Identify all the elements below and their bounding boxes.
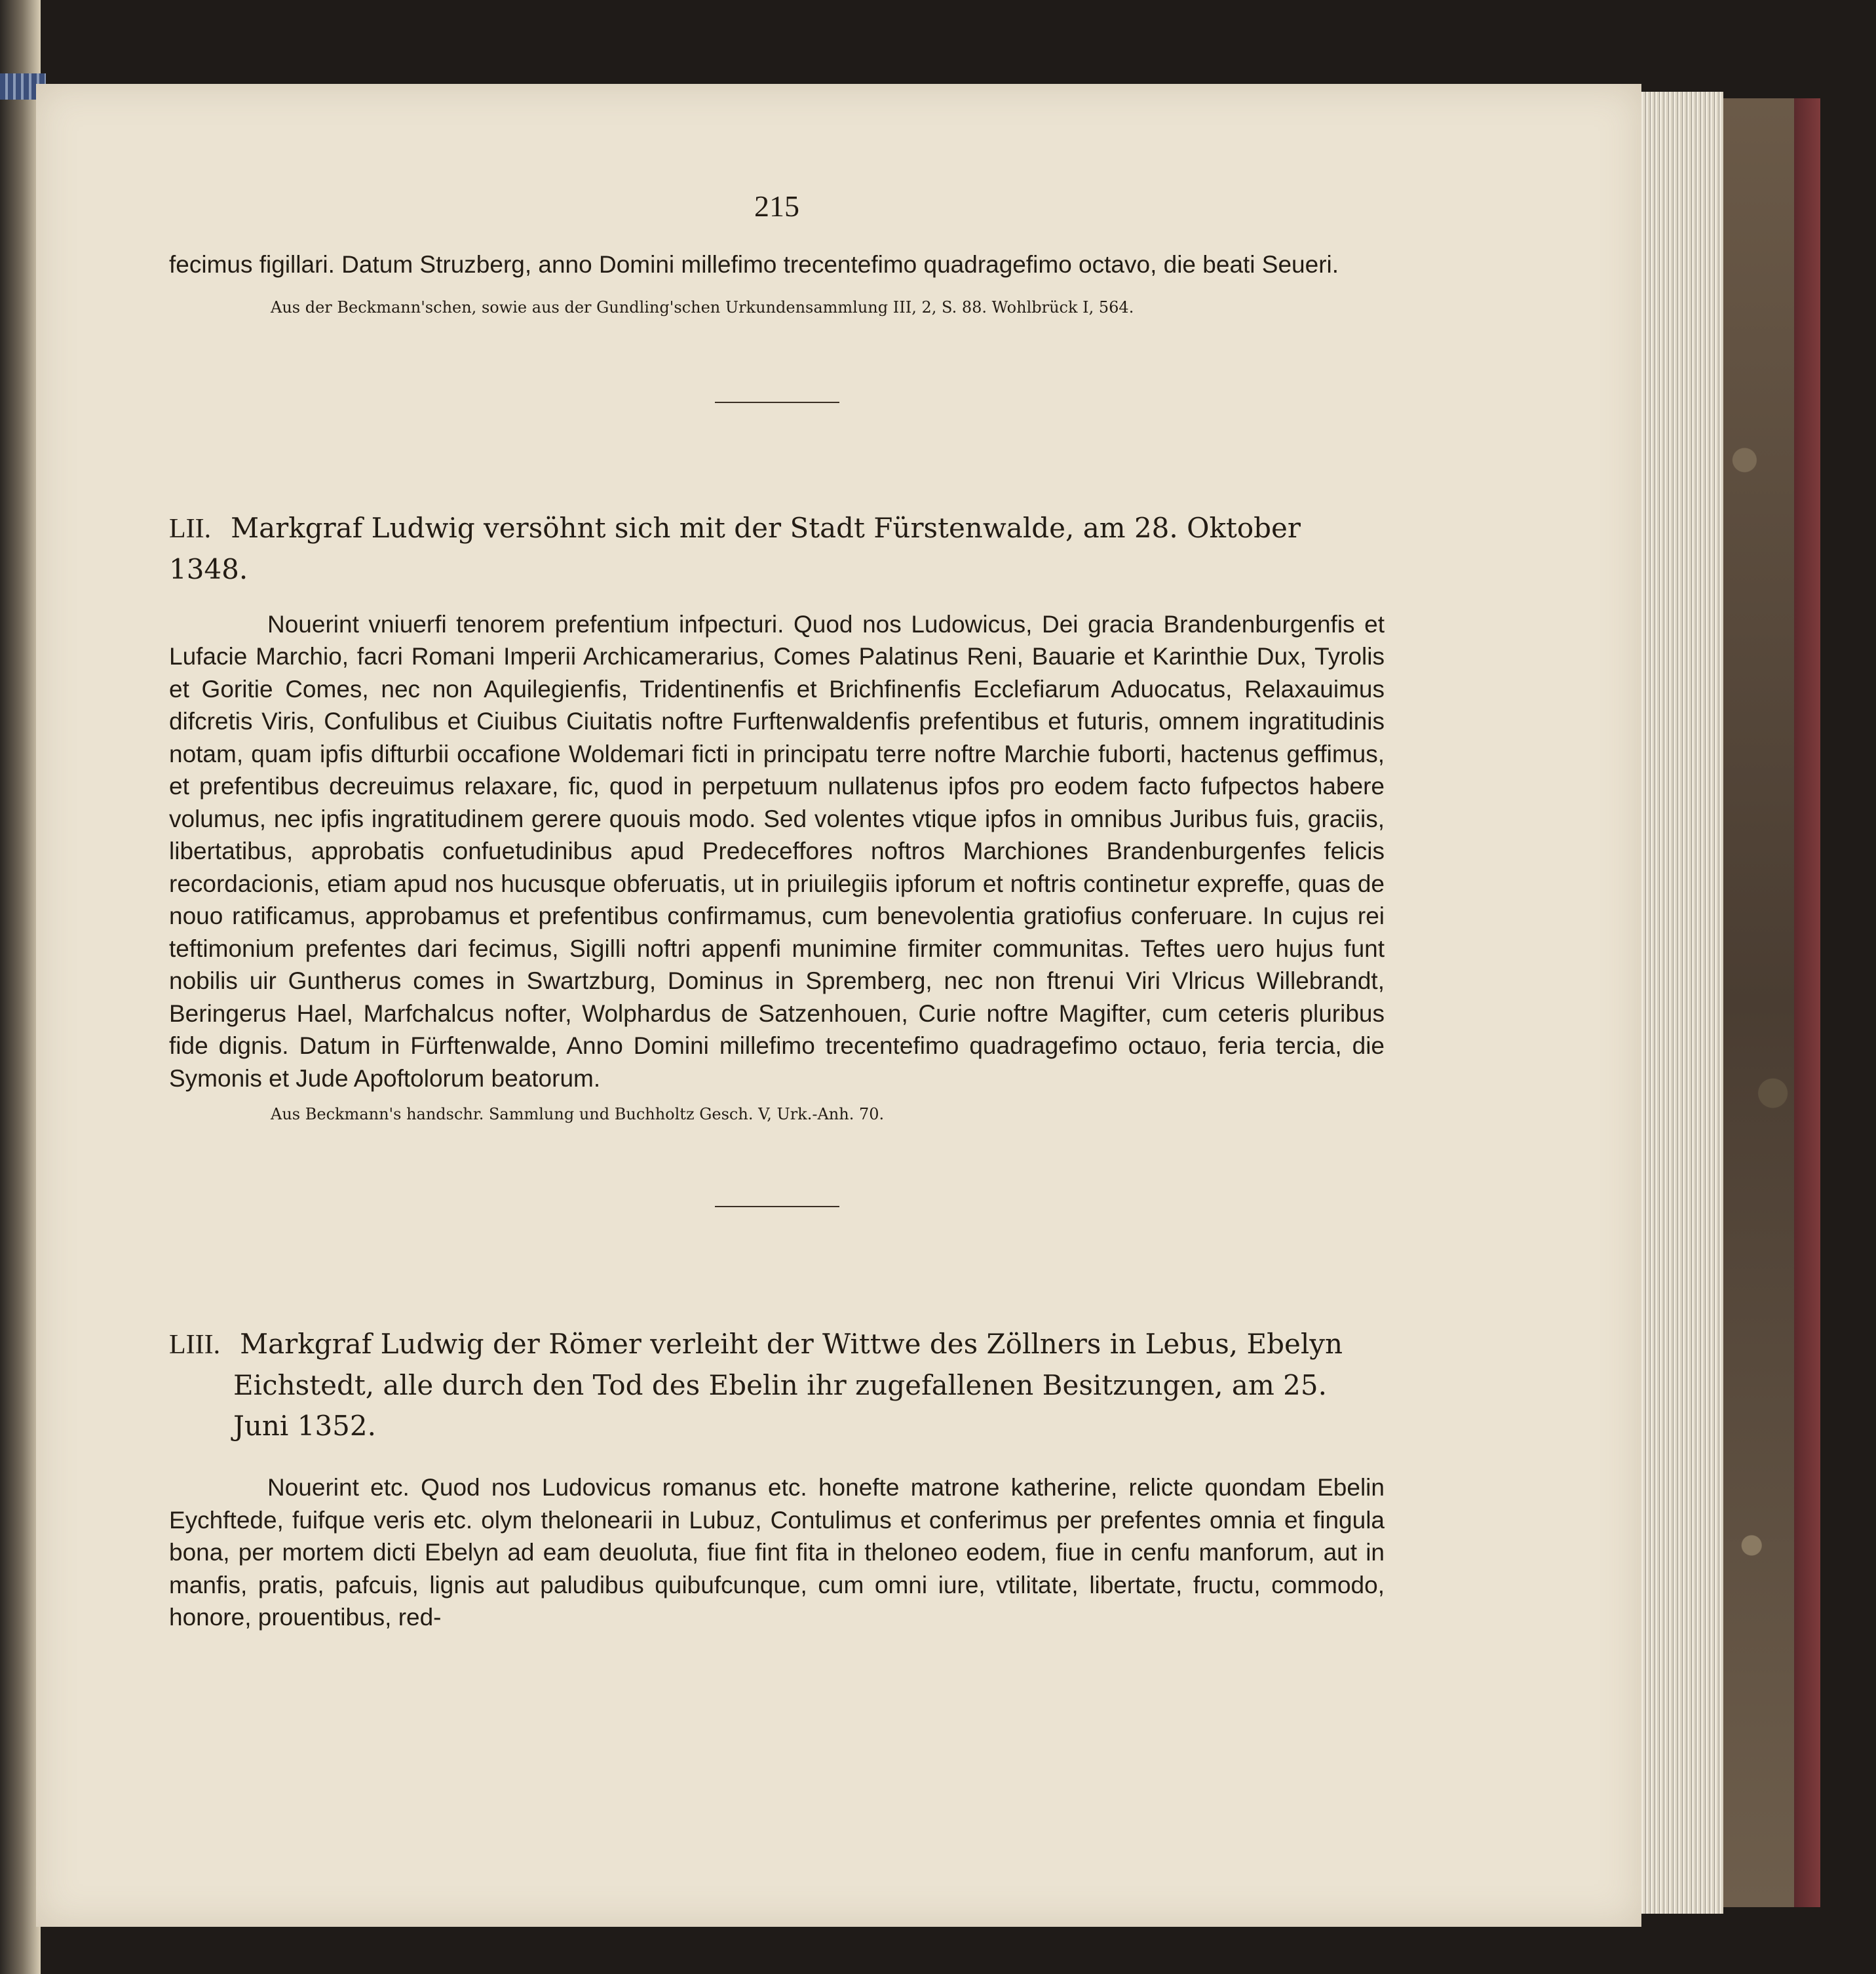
continuation-source: Aus der Beckmann'schen, sowie aus der Gundling'schen Urkundensammlung III, 2, S. 88. Wohlbrück I, 564. [271,298,1134,317]
section-divider [715,402,839,403]
document-title: Markgraf Ludwig versöhnt sich mit der Stadt Fürstenwalde, am 28. Oktober 1348. [169,511,1301,585]
document-numeral: LII. [169,513,212,544]
page-number: 215 [754,189,799,223]
section-divider [715,1206,839,1207]
left-page-edge [0,0,41,1974]
document-heading-liii [169,1324,1385,1446]
document-heading-lii [169,508,1385,590]
document-numeral: LIII. [169,1330,221,1360]
page-text [169,177,1385,1634]
continuation-text: fecimus figillari. Datum Struzberg, anno Domini millefimo trecentefimo quadragefimo octavo, die beati Seueri. [169,251,1339,278]
marbled-cover-board [1723,98,1794,1907]
document-body-lii: Nouerint vniuerfi tenorem prefentium infpecturi. Quod nos Ludowicus, Dei gracia Brandenburgenfis et Lufacie Marchio, facri Romani Imperii Archicamerarius, Comes Palatinus Reni, Bauarie et Karinthie Dux, Tyrolis et Goritie Comes, nec non Aquilegienfis, Tridentinenfis et Brichfinenfis Ecclefiarum Aduocatus, Relaxauimus difcretis Viris, Confulibus et Ciuibus Ciuitatis noftre Furftenwaldenfis prefentibus et futuris, omnem ingratitudinis notam, quam ipfis difturbii occafione Woldemari ficti in principatu terre noftre Marchie fuborti, hactenus geffimus, et prefentibus decreuimus relaxare, fic, quod in perpetuum nullatenus ipfos pro eodem facto fufpectos habere volumus, nec ipfis ingratitudinem gerere quouis modo. Sed volentes vtique ipfos in omnibus Juribus fuis, graciis, libertatibus, approbatis confuetudinibus apud Predeceffores noftros Marchiones Brandenburgenfes felicis recordacionis, etiam apud nos hucusque obferuatis, ut in priuilegiis ipforum et noftris continetur expreffe, quas de nouo ratificamus, approbamus et prefentibus confirmamus, cum benevolentia gratiofius conferuare. In cujus rei teftimonium prefentes dari fecimus, Sigilli noftri appenfi munimine firmiter communitas. Teftes uero hujus funt nobilis uir Guntherus comes in Swartzburg, Dominus in Spremberg, nec non ftrenui Viri Vlricus Willebrandt, Beringerus Hael, Marfchalcus nofter, Wolphardus de Satzenhouen, Curie noftre Magifter, cum ceteris pluribus fide dignis. Datum in Fürftenwalde, Anno Domini millefimo trecentefimo quadragefimo octauo, feria tercia, die Symonis et Jude Apoftolorum beatorum. [169,610,1385,1092]
leather-cover-spine [1794,98,1820,1907]
document-source-lii: Aus Beckmann's handschr. Sammlung und Buchholtz Gesch. V, Urk.-Anh. 70. [271,1105,885,1123]
document-body-liii: Nouerint etc. Quod nos Ludovicus romanus etc. honefte matrone katherine, relicte quondam Ebelin Eychftede, fuifque veris etc. olym thelonearii in Lubuz, Contulimus et conferimus per prefentes omnia et fingula bona, per mortem dicti Ebelyn ad eam deuoluta, fiue fint fita in theloneo eodem, fiue in cenfu manforum, aut in manfis, pratis, pafcuis, lignis aut paludibus quibufcunque, cum omni iure, vtilitate, libertate, fructu, commodo, honore, prouentibus, red- [169,1474,1385,1631]
document-title: Markgraf Ludwig der Römer verleiht der Wittwe des Zöllners in Lebus, Ebelyn Eichstedt, alle durch den Tod des Ebelin ihr zugefallenen Besitzungen, am 25. Juni 1352. [233,1328,1343,1442]
